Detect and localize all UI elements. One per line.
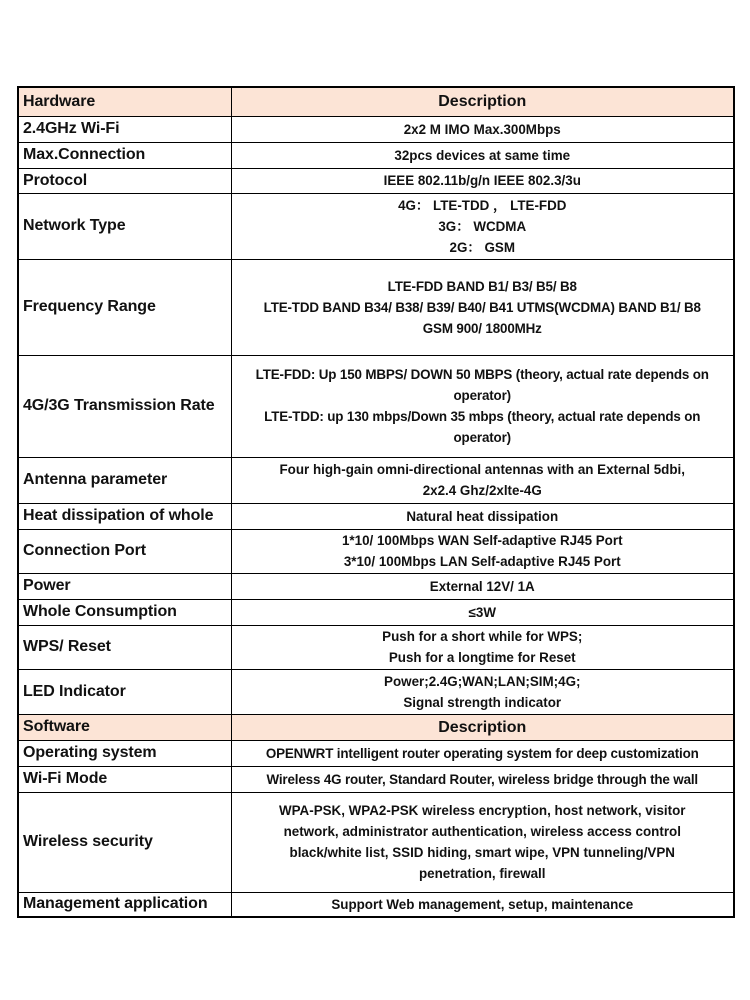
description-line: Support Web management, setup, maintenance — [331, 896, 634, 912]
description-line: operator) — [453, 388, 511, 403]
description-line: penetration, firewall — [419, 866, 546, 881]
description-line: 2G： GSM — [449, 239, 515, 255]
description-line: Push for a short while for WPS; — [382, 629, 583, 644]
row-label: Antenna parameter — [18, 457, 231, 503]
description-line: External 12V/ 1A — [429, 578, 535, 594]
description-line: 32pcs devices at same time — [394, 147, 571, 163]
row-description — [231, 529, 734, 573]
description-line: LTE-FDD BAND B1/ B3/ B5/ B8 — [387, 278, 577, 294]
row-description — [231, 116, 734, 142]
software-header-row — [18, 714, 734, 740]
row-label: Whole Consumption — [18, 599, 231, 625]
row-description — [231, 142, 734, 168]
description-line: LTE-FDD: Up 150 MBPS/ DOWN 50 MBPS (theory, actual rate depends on — [255, 367, 709, 382]
software-header-description: Description — [231, 714, 734, 740]
description-line: LTE-TDD: up 130 mbps/Down 35 mbps (theory, actual rate depends on — [264, 409, 701, 424]
description-line: GSM 900/ 1800MHz — [422, 320, 542, 336]
row-label: 2.4GHz Wi-Fi — [18, 116, 231, 142]
row-description — [231, 168, 734, 193]
description-line: 2x2 M IMO Max.300Mbps — [403, 121, 561, 137]
row-description — [231, 573, 734, 599]
description-line: black/white list, SSID hiding, smart wipe, VPN tunneling/VPN — [289, 845, 675, 860]
description-line: IEEE 802.11b/g/n IEEE 802.3/3u — [383, 173, 581, 188]
description-line: 3*10/ 100Mbps LAN Self-adaptive RJ45 Port — [343, 554, 621, 569]
table-row-led-indicator — [18, 669, 734, 714]
hardware-header-row — [18, 87, 734, 116]
table-row-protocol — [18, 168, 734, 193]
description-line: network, administrator authentication, wireless access control — [283, 824, 681, 839]
table-row-antenna — [18, 457, 734, 503]
description-line: WPA-PSK, WPA2-PSK wireless encryption, host network, visitor — [278, 803, 686, 818]
row-description — [231, 457, 734, 503]
row-label: Connection Port — [18, 529, 231, 573]
table-row-wps-reset — [18, 625, 734, 669]
table-row-network-type — [18, 193, 734, 259]
table-row-power — [18, 573, 734, 599]
row-label: Heat dissipation of whole — [18, 503, 231, 529]
row-description — [231, 669, 734, 714]
table-row-max-connection — [18, 142, 734, 168]
row-label: Wi-Fi Mode — [18, 766, 231, 792]
table-row-connection-port — [18, 529, 734, 573]
row-label: LED Indicator — [18, 669, 231, 714]
row-label: Operating system — [18, 740, 231, 766]
table-row-frequency-range — [18, 259, 734, 355]
row-label: Power — [18, 573, 231, 599]
row-description — [231, 259, 734, 355]
table-row-heat-dissipation — [18, 503, 734, 529]
description-line: Power;2.4G;WAN;LAN;SIM;4G; — [384, 673, 581, 689]
hardware-header-description: Description — [231, 87, 734, 116]
row-label: Protocol — [18, 168, 231, 193]
table-row-transmission-rate — [18, 355, 734, 457]
row-description — [231, 355, 734, 457]
table-row-wifi-mode — [18, 766, 734, 792]
row-label: 4G/3G Transmission Rate — [18, 355, 231, 457]
hardware-header-label: Hardware — [18, 87, 231, 116]
description-line: LTE-TDD BAND B34/ B38/ B39/ B40/ B41 UTMS(WCDMA) BAND B1/ B8 — [263, 299, 701, 315]
row-label: Max.Connection — [18, 142, 231, 168]
row-description — [231, 766, 734, 792]
description-line: Wireless 4G router, Standard Router, wireless bridge through the wall — [266, 771, 699, 787]
row-description — [231, 740, 734, 766]
table-row-whole-consumption — [18, 599, 734, 625]
row-label: Wireless security — [18, 792, 231, 892]
row-label: Frequency Range — [18, 259, 231, 355]
row-label: Management application — [18, 892, 231, 917]
row-description — [231, 503, 734, 529]
description-line: 4G： LTE-TDD ， LTE-FDD — [398, 197, 567, 213]
row-description — [231, 892, 734, 917]
description-line: OPENWRT intelligent router operating system for deep customization — [265, 745, 699, 761]
row-label: WPS/ Reset — [18, 625, 231, 669]
description-line: ≤3W — [468, 604, 496, 620]
description-line: 1*10/ 100Mbps WAN Self-adaptive RJ45 Port — [341, 533, 623, 548]
description-line: 2x2.4 Ghz/2xlte-4G — [422, 483, 542, 498]
software-header-label: Software — [18, 714, 231, 740]
table-row-wireless-security — [18, 792, 734, 892]
description-line: Push for a longtime for Reset — [388, 650, 576, 665]
row-description — [231, 599, 734, 625]
row-label: Network Type — [18, 193, 231, 259]
description-line: Four high-gain omni-directional antennas with an External 5dbi, — [279, 462, 685, 477]
description-line: Signal strength indicator — [403, 694, 562, 710]
description-line: operator) — [453, 430, 511, 445]
table-row-management-application — [18, 892, 734, 917]
spec-table — [17, 86, 735, 918]
table-row-wifi — [18, 116, 734, 142]
row-description — [231, 792, 734, 892]
description-line: Natural heat dissipation — [406, 508, 559, 524]
row-description — [231, 625, 734, 669]
description-line: 3G： WCDMA — [438, 218, 527, 234]
table-row-operating-system — [18, 740, 734, 766]
row-description — [231, 193, 734, 259]
